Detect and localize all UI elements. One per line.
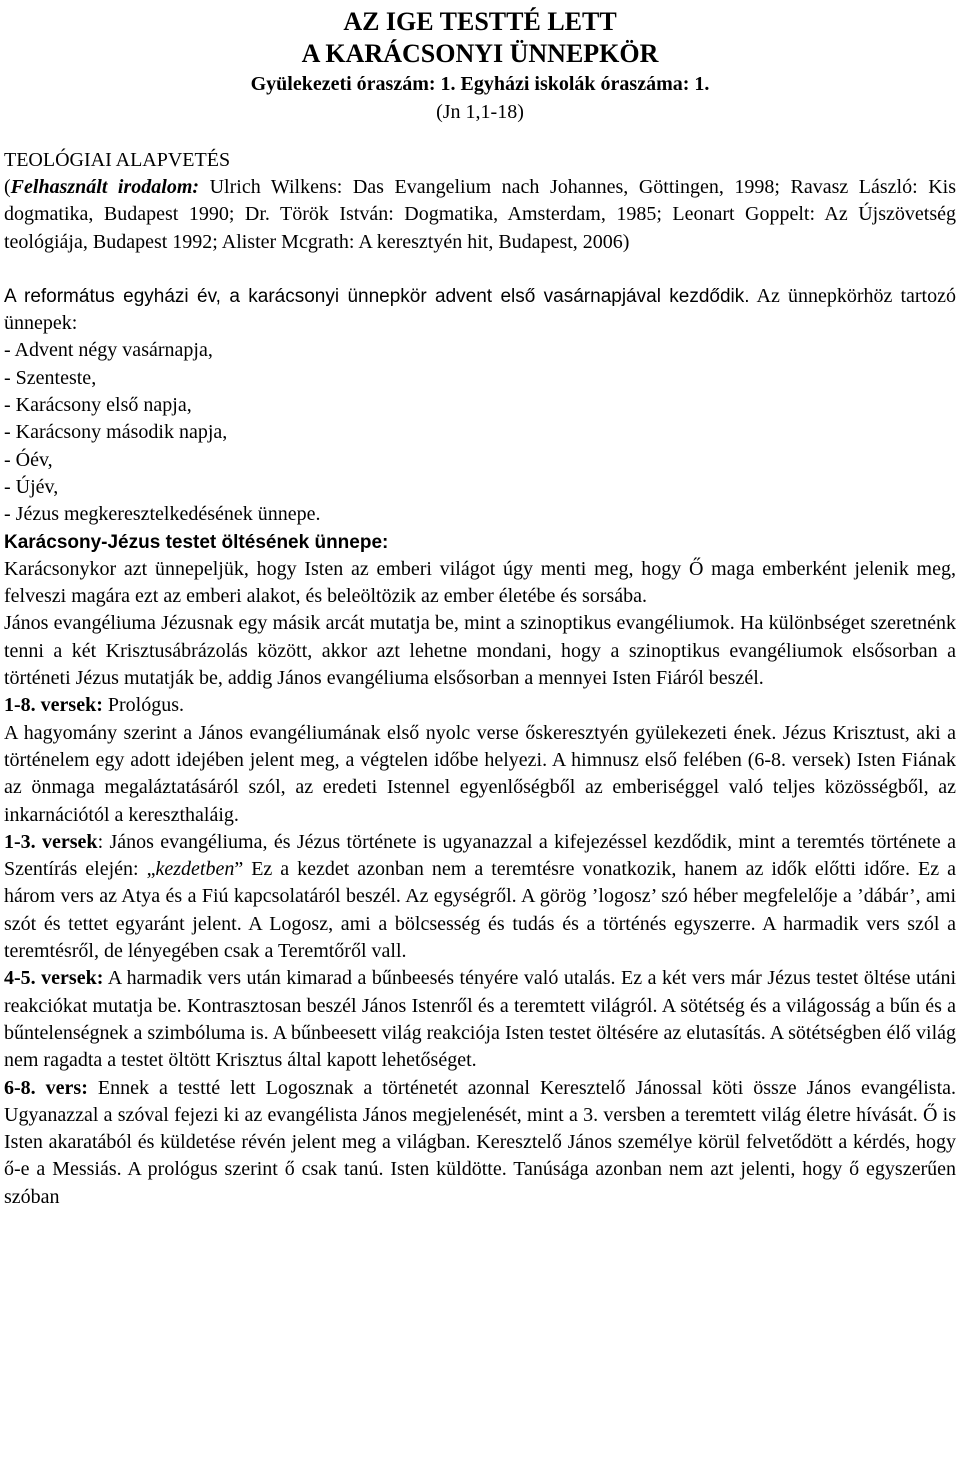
verses-6-8-paragraph	[4, 1075, 956, 1211]
christmas-heading: Karácsony-Jézus testet öltésének ünnepe:	[4, 531, 389, 553]
verses-1-8-label: 1-8. versek:	[4, 694, 103, 717]
church-year-intro-rest: Az ünnepkörhöz tartozó ünnepek:	[4, 284, 956, 335]
verses-4-5-text: A harmadik vers után kimarad a bűnbeesés tényére való utalás. Ez a két vers már Jézus testet öltése utáni reakciókat mutatja be. Kontrasztosan beszél János Istenről és a teremtett világról. A sötétség és a világosság a bűn és a bűntelenségnek a szimbóluma is. A bűnbeesett világ reakciója Isten testet öltésére az elutasítás. A sötétségben élő világ nem ragadta a testet öltött Krisztus által kapott lehetőséget.	[4, 967, 957, 1072]
list-item: - Advent négy vasárnapja,	[4, 339, 213, 362]
list-item: - Szenteste,	[4, 366, 97, 389]
theology-heading: TEOLÓGIAI ALAPVETÉS	[4, 149, 231, 171]
verses-1-3-quote: kezdetben	[155, 858, 235, 881]
literature-text: Ulrich Wilkens: Das Evangelium nach Johannes, Göttingen, 1998; Ravasz László: Kis dogmatika, Budapest 1990; Dr. Török István: Dogmatika, Amsterdam, 1985; Leonart Goppelt: Az Újszövetség teológiája, Budapest 1992; Alister Mcgrath: A keresztyén hit, Budapest, 2006)	[4, 176, 956, 253]
spacer	[4, 256, 956, 283]
literature-label: Felhasznált irodalom:	[10, 176, 200, 198]
main-title: AZ IGE TESTTÉ LETT	[343, 7, 617, 36]
hours-line: Gyülekezeti óraszám: 1. Egyházi iskolák óraszáma: 1.	[250, 73, 710, 95]
verses-4-5-label: 4-5. versek:	[4, 967, 104, 990]
christmas-paragraph-1: Karácsonykor azt ünnepeljük, hogy Isten az emberi világot úgy menti meg, hogy Ő maga emberként jelenik meg, felveszi magára ezt az emberi alakot, és beleöltözik az ember életébe és sorsába.	[4, 557, 956, 608]
subtitle: A KARÁCSONYI ÜNNEPKÖR	[301, 39, 659, 68]
verses-1-3-text-a: : János evangéliuma, és Jézus története is ugyanazzal a kifejezéssel kezdődik, mint a teremtés története a Szentírás elején: „	[4, 830, 956, 881]
verses-1-8-title: Prológus.	[102, 694, 184, 717]
list-item: - Jézus megkeresztelkedésének ünnepe.	[4, 503, 321, 526]
list-item: - Óév,	[4, 448, 53, 471]
verses-1-3-label: 1-3. versek	[4, 830, 98, 853]
church-year-intro-sans: A református egyházi év, a karácsonyi ünnepkör advent első vasárnapjával kezdődik.	[4, 285, 750, 307]
verses-6-8-label: 6-8. vers:	[4, 1076, 88, 1099]
church-year-intro	[4, 283, 956, 338]
scripture-reference: (Jn 1,1-18)	[436, 101, 524, 123]
literature-paragraph	[4, 174, 956, 256]
verses-1-3-paragraph	[4, 829, 956, 965]
verses-4-5-paragraph	[4, 965, 956, 1074]
document-header	[4, 6, 956, 126]
verses-1-8-paragraph: A hagyomány szerint a János evangéliumának első nyolc verse őskeresztyén gyülekezeti ének. Jézus Krisztust, aki a történelem egy adott idejében jelent meg, a végtelen időbe helyezi. A himnusz első felében (6-8. versek) Isten Fiának az önmaga megaláztatásáról szól, az eredeti Istennel egyenlőségből az emberiséggel való teljes közösségből, az inkarnációtól a kereszthaláig.	[4, 721, 956, 826]
verses-6-8-text: Ennek a testté lett Logosznak a történetét azonnal Keresztelő Jánossal köti össze János evangélista. Ugyanazzal a szóval fejezi ki az evangélista János megjelenését, mint a 3. versben a teremtett világ életre hívását. Ő is Isten akaratából és küldetése révén jelent meg a világban. Keresztelő János személye körül felvetődött a kérdés, hogy ő-e a Messiás. A prológus szerint ő csak tanú. Isten küldötte. Tanúsága azonban nem azt jelenti, hogy ő egyszerűen szóban	[4, 1076, 956, 1208]
verses-1-3-text-b: ” Ez a kezdet azonban nem a teremtésre vonatkozik, hanem az idők előtti időre. Ez a három vers az Atya és a Fiú kapcsolatáról beszél. Az egységről. A görög ’logosz’ szó héber megfelelője a ’dábár’, ami szót és tettet egyaránt jelent. A Logosz, ami a bölcsesség és tudás és a történés egyszerre. A harmadik vers szól a teremtésről, de lényegében csak a Teremtőről vall.	[4, 858, 956, 963]
list-item: - Karácsony első napja,	[4, 394, 192, 417]
feast-list	[4, 337, 956, 528]
literature-open-paren: (	[4, 176, 11, 198]
list-item: - Karácsony második napja,	[4, 421, 228, 444]
list-item: - Újév,	[4, 475, 59, 498]
christmas-paragraph-2: János evangéliuma Jézusnak egy másik arcát mutatja be, mint a szinoptikus evangéliumok. Ha különbséget szeretnénk tenni a két Krisztusábrázolás között, akkor azt lehetne mondani, hogy a szinoptikus evangéliumok elsősorban a történeti Jézus mutatják be, addig János evangéliuma elsősorban a mennyei Isten Fiáról beszél.	[4, 612, 956, 690]
verses-1-8-heading	[4, 692, 956, 719]
